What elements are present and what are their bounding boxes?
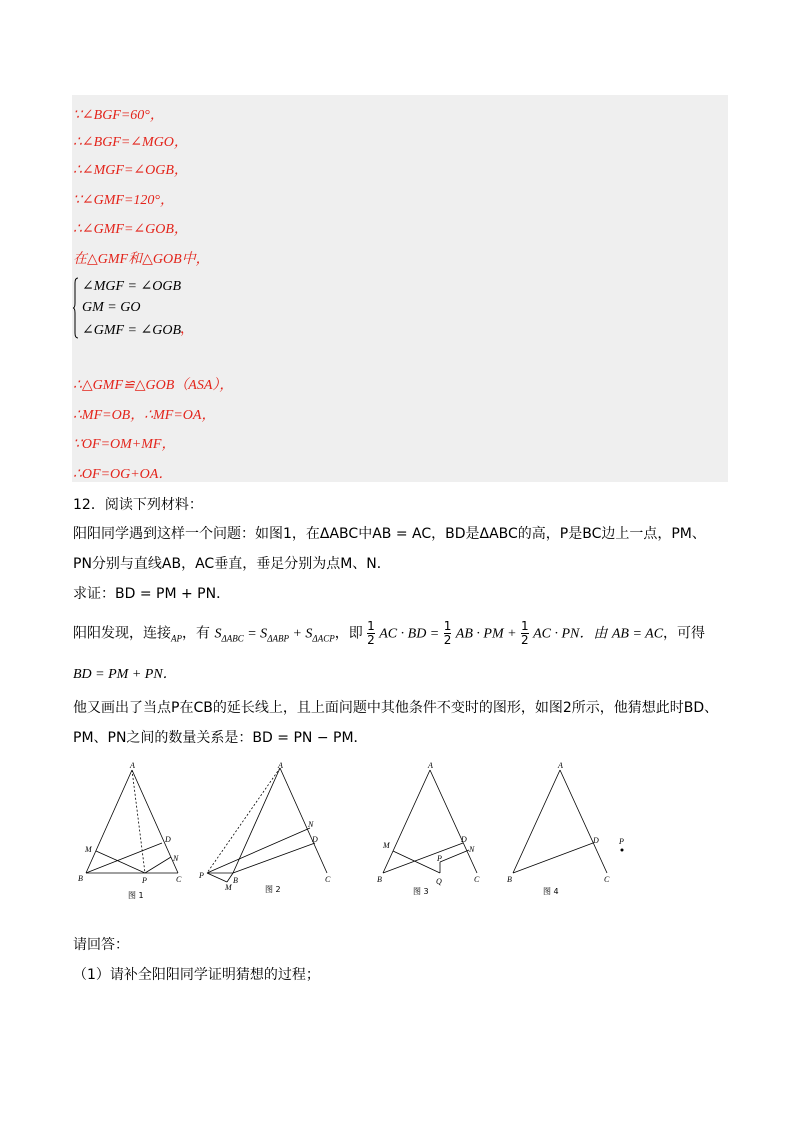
problem-claim: 求证：BD = PM + PN． — [73, 586, 231, 602]
problem-para-1a: 阳阳同学遇到这样一个问题：如图1，在ΔABC中AB = AC，BD是ΔABC的高，P是BC边上一点，PM、 — [73, 526, 706, 542]
conclusion-line-4: ∴OF=OG+OA． — [73, 467, 173, 482]
p3-area: S — [214, 626, 222, 642]
fig1-label-c: C — [176, 875, 182, 884]
fig1-label-d: D — [165, 835, 171, 844]
p3-sub3: ΔACP — [312, 633, 335, 644]
fig3-label-p: P — [437, 854, 442, 863]
fig4-label-c: C — [604, 875, 610, 884]
proof-line-3: ∴∠MGF=∠OGB， — [73, 163, 188, 178]
fig2-label-n: N — [308, 820, 314, 829]
p3-mid: ，有 — [182, 625, 210, 642]
fig2-label-a: A — [278, 761, 283, 770]
p3-start: 阳阳发现，连接 — [73, 625, 171, 642]
fig3-label-a: A — [428, 761, 433, 770]
fig1-label-m: M — [85, 845, 92, 854]
conclusion-line-2: ∴MF=OB，∴MF=OA， — [73, 408, 216, 423]
half-fraction-3: $\frac{1}{2}$ — [521, 619, 529, 647]
fig3-label-q: Q — [436, 877, 442, 886]
problem-para-3 — [73, 620, 705, 647]
fig2-label-b: B — [233, 876, 238, 885]
question-1: （1）请补全阳阳同学证明猜想的过程； — [73, 967, 320, 983]
fig3-label-m: M — [383, 841, 390, 850]
p3-t3: AC · PN．由 — [533, 626, 608, 642]
p3-end: ，可得 — [663, 625, 706, 642]
proof-line-4: ∵∠GMF=120°， — [73, 193, 175, 208]
figure-4 — [505, 760, 635, 909]
problem-para-5a: 他又画出了当点P在CB的延长线上，且上面问题中其他条件不变时的图形，如图2所示，他猜想此时BD、 — [73, 700, 719, 716]
fig2-label-p: P — [199, 871, 204, 880]
fig2-label-m: M — [225, 883, 232, 892]
conclusion-line-3: ∵OF=OM+MF， — [73, 437, 176, 452]
proof-line-5: ∴∠GMF=∠GOB， — [73, 222, 188, 237]
half-fraction-2: $\frac{1}{2}$ — [443, 619, 452, 647]
proof-line-6: 在△GMF和△GOB中， — [73, 252, 210, 267]
fig1-label-n: N — [173, 854, 179, 863]
p3-plus: + S — [288, 626, 313, 642]
p3-abac: AB = AC — [611, 626, 664, 642]
fig1-label-b: B — [78, 874, 83, 883]
system-tail: ， — [180, 321, 194, 337]
p3-t1: AC · BD = — [379, 626, 440, 642]
p3-ji: ，即 — [334, 625, 363, 642]
p3-t2: AB · PM + — [455, 626, 517, 642]
fig2-label-d: D — [312, 835, 318, 844]
p3-sub2: ΔABP — [267, 633, 289, 644]
problem-para-5b: PM、PN之间的数量关系是：BD = PN − PM． — [73, 730, 368, 746]
system-eq-2: GM = GO — [82, 300, 141, 315]
fig4-caption: 图 4 — [543, 887, 559, 896]
figure-1 — [70, 760, 200, 909]
fig1-caption: 图 1 — [128, 891, 144, 900]
fig3-label-c: C — [474, 875, 480, 884]
fig2-caption: 图 2 — [265, 885, 281, 894]
fig1-label-a: A — [130, 761, 135, 770]
fig3-caption: 图 3 — [413, 887, 429, 896]
proof-line-2: ∴∠BGF=∠MGO， — [73, 135, 188, 150]
problem-heading: 12．阅读下列材料： — [73, 497, 203, 513]
fig1-label-p: P — [142, 876, 147, 885]
figure-2 — [195, 760, 345, 909]
system-brace — [73, 277, 79, 339]
figure-3 — [375, 760, 490, 909]
fig3-label-b: B — [377, 875, 382, 884]
p3-eq: = S — [243, 626, 268, 642]
fig3-label-n: N — [469, 845, 475, 854]
proof-line-1: ∵∠BGF=60°， — [73, 108, 164, 123]
p3-ap: AP — [171, 633, 182, 644]
system-eq-3: ∠GMF = ∠GOB — [82, 323, 182, 338]
fig4-label-d: D — [593, 836, 599, 845]
half-fraction-1: $\frac{1}{2}$ — [367, 619, 375, 647]
problem-para-1b: PN分别与直线AB，AC垂直，垂足分别为点M、N． — [73, 556, 391, 572]
question-prompt: 请回答： — [73, 937, 129, 953]
fig2-label-c: C — [325, 875, 331, 884]
fig4-label-a: A — [558, 761, 563, 770]
conclusion-line-1: ∴△GMF≌△GOB（ASA）， — [73, 378, 234, 393]
fig4-label-b: B — [507, 875, 512, 884]
p3-sub1: ΔABC — [221, 633, 244, 644]
problem-para-4: BD = PM + PN． — [73, 667, 177, 682]
system-eq-1: ∠MGF = ∠OGB — [82, 279, 182, 294]
fig3-label-d: D — [461, 835, 467, 844]
fig4-label-p: P — [619, 837, 624, 846]
